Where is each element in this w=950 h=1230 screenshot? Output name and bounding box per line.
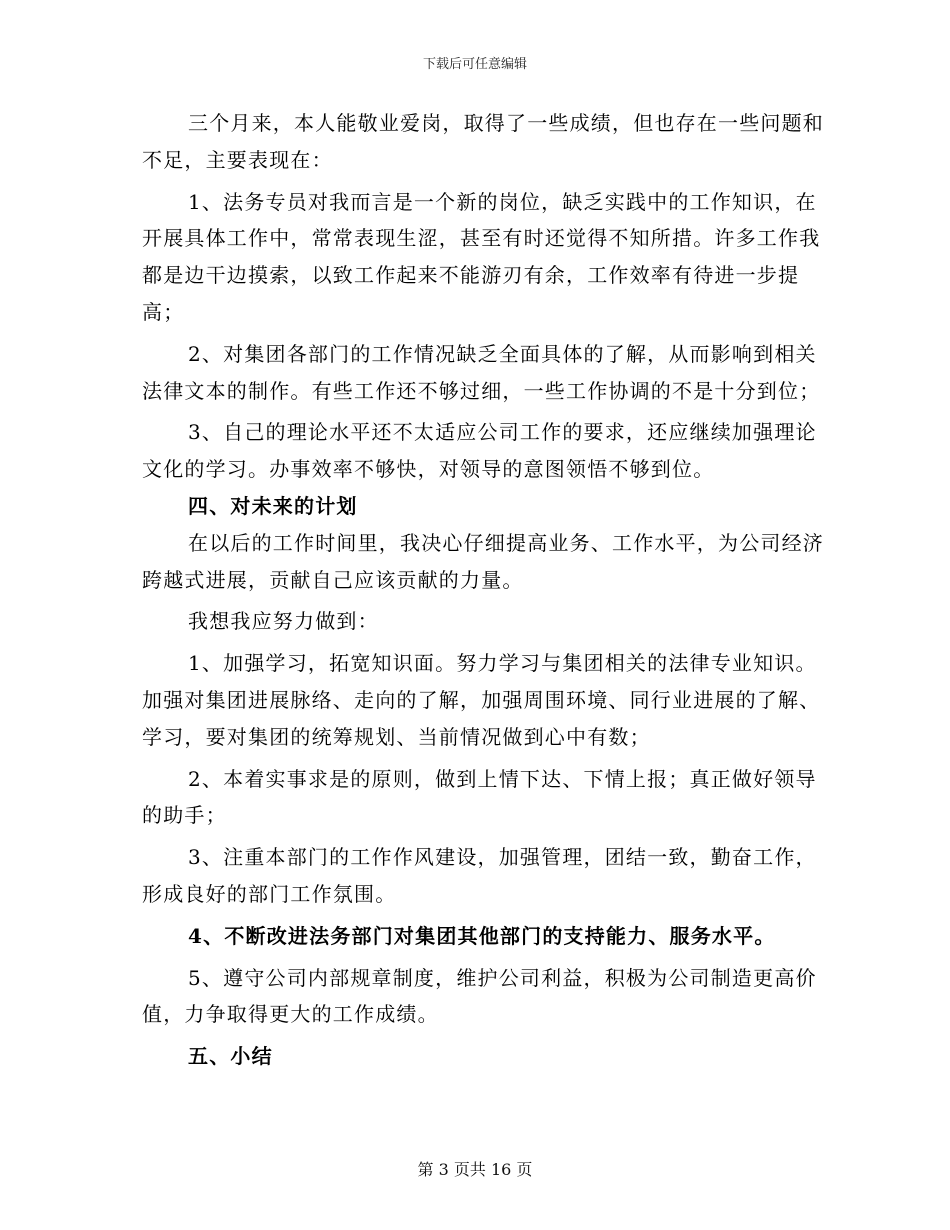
page-number: 第 3 页共 16 页: [417, 1160, 533, 1179]
paragraph-shortcoming-3: 3、自己的理论水平还不太适应公司工作的要求，还应继续加强理论文化的学习。办事效率不够快，对领导的意图领悟不够到位。: [142, 420, 817, 482]
document-body: [142, 105, 832, 1075]
paragraph-plan-lead: 我想我应努力做到：: [188, 609, 379, 634]
paragraph-shortcoming-2: 2、对集团各部门的工作情况缺乏全面具体的了解，从而影响到相关法律文本的制作。有些工作还不够过细，一些工作协调的不是十分到位；: [142, 341, 821, 403]
paragraph-shortcoming-1: 1、法务专员对我而言是一个新的岗位，缺乏实践中的工作知识，在开展具体工作中，常常表现生涩，甚至有时还觉得不知所措。许多工作我都是边干边摸索，以致工作起来不能游刃有余，工作效率有待进一步提高；: [142, 189, 821, 324]
page-header: 下载后可任意编辑: [422, 57, 527, 72]
paragraph-plan-intro: 在以后的工作时间里，我决心仔细提高业务、工作水平，为公司经济跨越式进展，贡献自己应该贡献的力量。: [142, 530, 824, 592]
paragraph-plan-4: 4、不断改进法务部门对集团其他部门的支持能力、服务水平。: [188, 923, 776, 948]
paragraph-plan-3: 3、注重本部门的工作作风建设，加强管理，团结一致，勤奋工作，形成良好的部门工作氛围。: [142, 845, 817, 906]
section-heading-future-plan: 四、对未来的计划: [188, 493, 358, 518]
paragraph-plan-5: 5、遵守公司内部规章制度，维护公司利益，积极为公司制造更高价值，力争取得更大的工作成绩。: [142, 965, 817, 1027]
paragraph-plan-2: 2、本着实事求是的原则，做到上情下达、下情上报；真正做好领导的助手；: [142, 766, 817, 828]
section-heading-summary: 五、小结: [188, 1044, 273, 1069]
paragraph-plan-1: 1、加强学习，拓宽知识面。努力学习与集团相关的法律专业知识。加强对集团进展脉络、走向的了解，加强周围环境、同行业进展的了解、学习，要对集团的统筹规划、当前情况做到心中有数；: [142, 651, 821, 749]
paragraph-intro: 三个月来，本人能敬业爱岗，取得了一些成绩，但也存在一些问题和不足，主要表现在：: [142, 111, 824, 172]
